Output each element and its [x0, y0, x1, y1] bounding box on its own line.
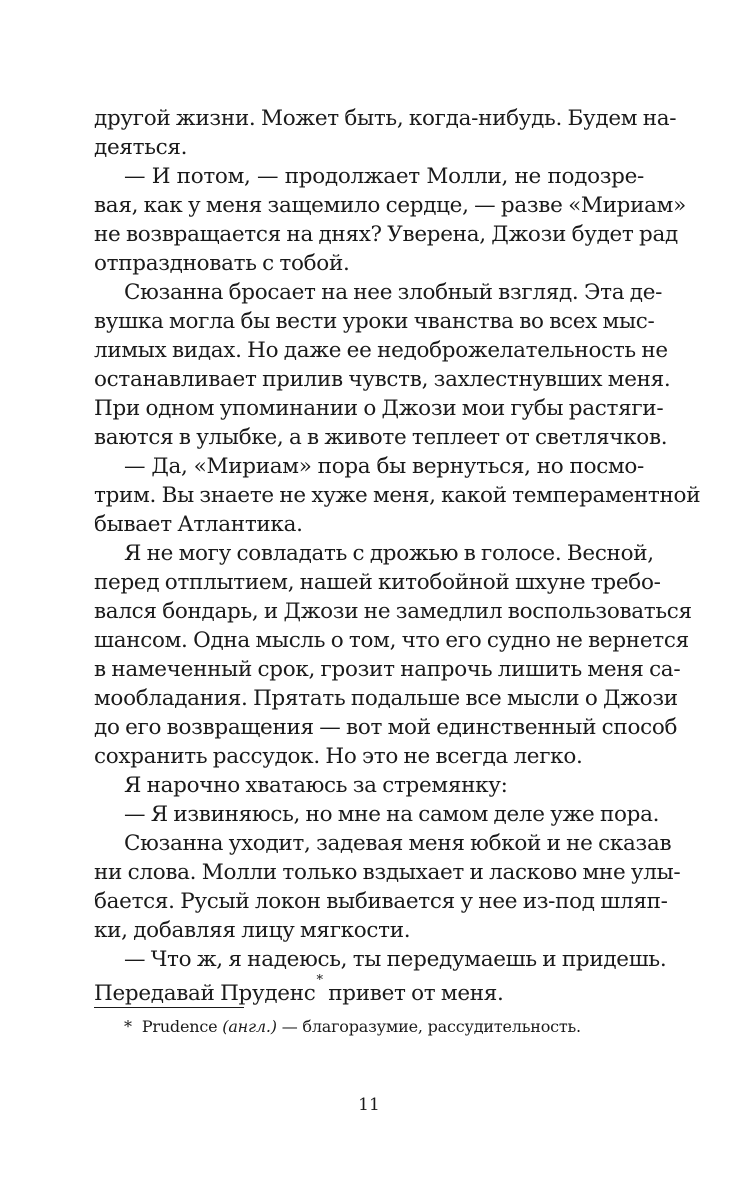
text-line: шансом. Одна мысль о том, что его судно не вернется: [94, 628, 689, 653]
text-line: вался бондарь, и Джози не замедлил воспользоваться: [94, 599, 692, 624]
footnote-mark: *: [124, 1017, 132, 1036]
text-line: — Да, «Мириам» пора бы вернуться, но посмо-: [124, 454, 644, 479]
text-line: деяться.: [94, 135, 188, 160]
text-line: мообладания. Прятать подальше все мысли о Джози: [94, 686, 678, 711]
text-segment: Передавай Пруденс: [94, 981, 316, 1007]
text-line: перед отплытием, нашей китобойной шхуне требо-: [94, 570, 661, 595]
text-line: — Я извиняюсь, но мне на самом деле уже пора.: [124, 802, 660, 827]
text-line: ни слова. Молли только вздыхает и ласково мне улы-: [94, 860, 681, 885]
text-line: не возвращается на днях? Уверена, Джози будет рад: [94, 222, 678, 247]
footnote-reference[interactable]: *: [316, 973, 323, 988]
text-line: ваются в улыбке, а в животе теплеет от светлячков.: [94, 425, 668, 450]
text-line: — И потом, — продолжает Молли, не подозре-: [124, 164, 644, 189]
text-line: Сюзанна уходит, задевая меня юбкой и не сказав: [124, 831, 672, 856]
footnote: [124, 1016, 581, 1038]
footnote-text: — благоразумие, рассудительность.: [276, 1017, 581, 1036]
text-line: отпраздновать с тобой.: [94, 251, 350, 276]
text-line: — Что ж, я надеюсь, ты передумаешь и придешь.: [124, 947, 667, 972]
text-line: останавливает прилив чувств, захлестнувших меня.: [94, 367, 671, 392]
page-number: 11: [358, 1095, 380, 1115]
text-line-with-footnote-ref: [94, 973, 644, 1007]
footnote-lang: (англ.): [222, 1017, 277, 1036]
text-line: в намеченный срок, грозит напрочь лишить меня са-: [94, 657, 681, 682]
text-line: трим. Вы знаете не хуже меня, какой темпераментной: [94, 483, 701, 508]
text-line: сохранить рассудок. Но это не всегда легко.: [94, 744, 583, 769]
text-line: ки, добавляя лицу мягкости.: [94, 918, 411, 943]
text-line: лимых видах. Но даже ее недоброжелательность не: [94, 338, 668, 363]
text-line: вушка могла бы вести уроки чванства во всех мыс-: [94, 309, 655, 334]
text-line: бывает Атлантика.: [94, 512, 303, 537]
text-line: бается. Русый локон выбивается у нее из-под шляп-: [94, 889, 668, 914]
text-line: Я не могу совладать с дрожью в голосе. Весной,: [124, 541, 654, 566]
footnote-divider: [94, 1007, 244, 1008]
text-line: вая, как у меня защемило сердце, — разве «Мириам»: [94, 193, 686, 218]
text-line: до его возвращения — вот мой единственный способ: [94, 715, 678, 740]
text-line: Сюзанна бросает на нее злобный взгляд. Эта де-: [124, 280, 663, 305]
text-line: При одном упоминании о Джози мои губы растяги-: [94, 396, 664, 421]
text-line: другой жизни. Может быть, когда-нибудь. Будем на-: [94, 106, 677, 131]
footnote-word: Prudence: [141, 1017, 218, 1036]
text-segment: привет от меня.: [322, 981, 504, 1007]
text-line: Я нарочно хватаюсь за стремянку:: [124, 773, 508, 798]
